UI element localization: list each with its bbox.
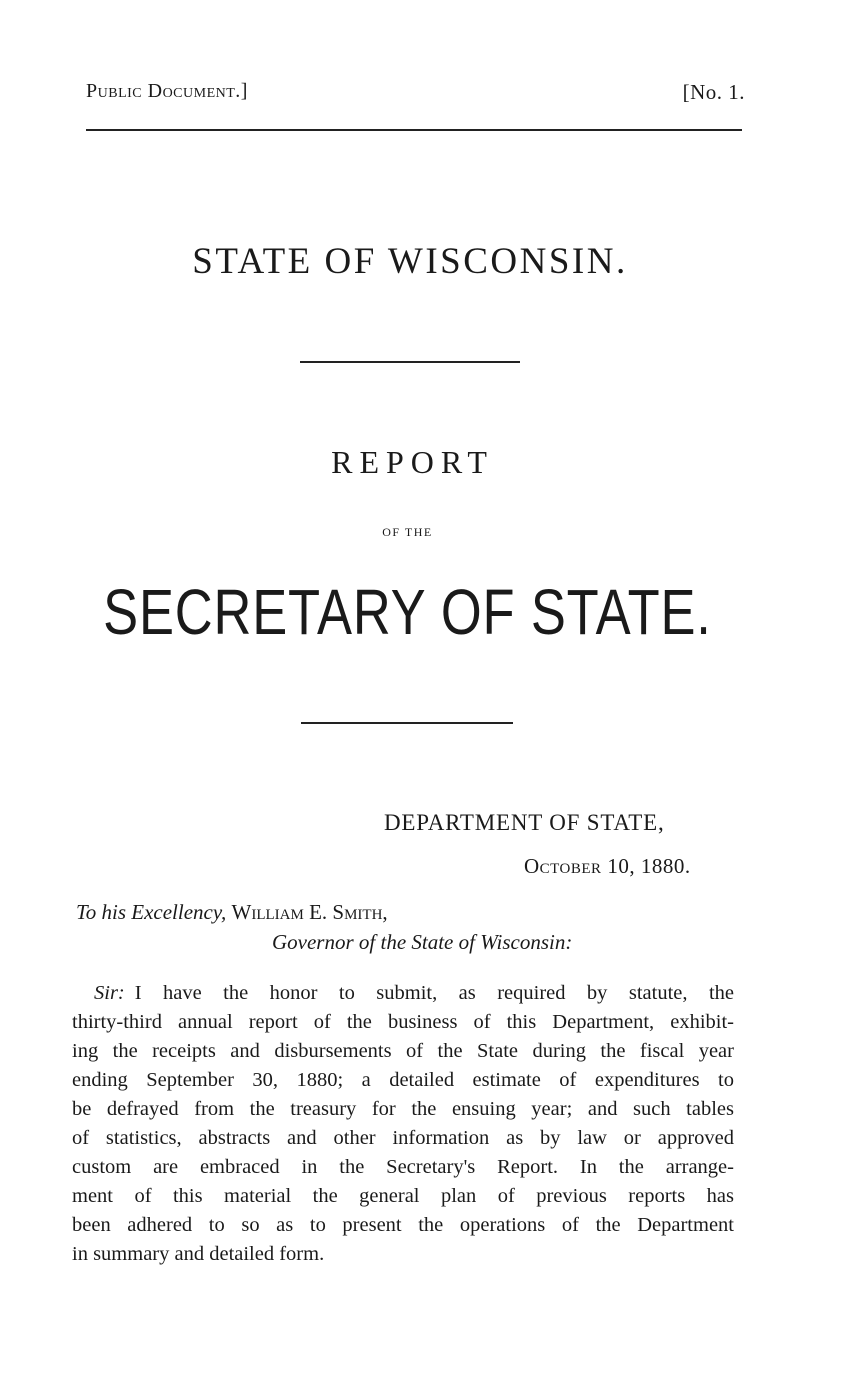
office-title: SECRETARY OF STATE. [103, 576, 712, 648]
letter-opening: Sir: [94, 982, 125, 1004]
of-the-label: OF THE [382, 525, 433, 539]
body-line: custom are embraced in the Secretary's Report. In the arrange- [72, 1156, 734, 1178]
body-line: thirty-third annual report of the business of this Department, exhibit- [72, 1011, 734, 1033]
addressee-name: William E. Smith, [231, 900, 388, 924]
body-line: been adhered to so as to present the operations of the Department [72, 1214, 734, 1236]
document-type-label: Public Document.] [86, 80, 248, 102]
body-line: ment of this material the general plan of previous reports has [72, 1185, 734, 1207]
document-number: [No. 1. [682, 80, 745, 104]
body-line: of statistics, abstracts and other information as by law or approved [72, 1127, 734, 1149]
header-divider [86, 129, 742, 131]
department-heading: DEPARTMENT OF STATE, [384, 810, 665, 835]
body-line: ing the receipts and disbursements of the State during the fiscal year [72, 1040, 734, 1062]
body-line: in summary and detailed form. [72, 1243, 325, 1265]
title-divider-lower [301, 722, 513, 724]
body-line: ending September 30, 1880; a detailed estimate of expenditures to [72, 1069, 734, 1091]
state-title: STATE OF WISCONSIN. [192, 241, 628, 282]
report-title: REPORT [331, 444, 494, 480]
salutation [76, 900, 388, 925]
letter-body [72, 979, 734, 1269]
addressee-title: Governor of the State of Wisconsin: [272, 930, 573, 954]
body-line: be defrayed from the treasury for the ensuing year; and such tables [72, 1098, 734, 1120]
letter-date: October 10, 1880. [524, 854, 691, 878]
salutation-prefix: To his Excellency, [76, 900, 227, 924]
title-divider-upper [300, 361, 520, 363]
body-line: Sir: I have the honor to submit, as required by statute, the [72, 979, 734, 1008]
